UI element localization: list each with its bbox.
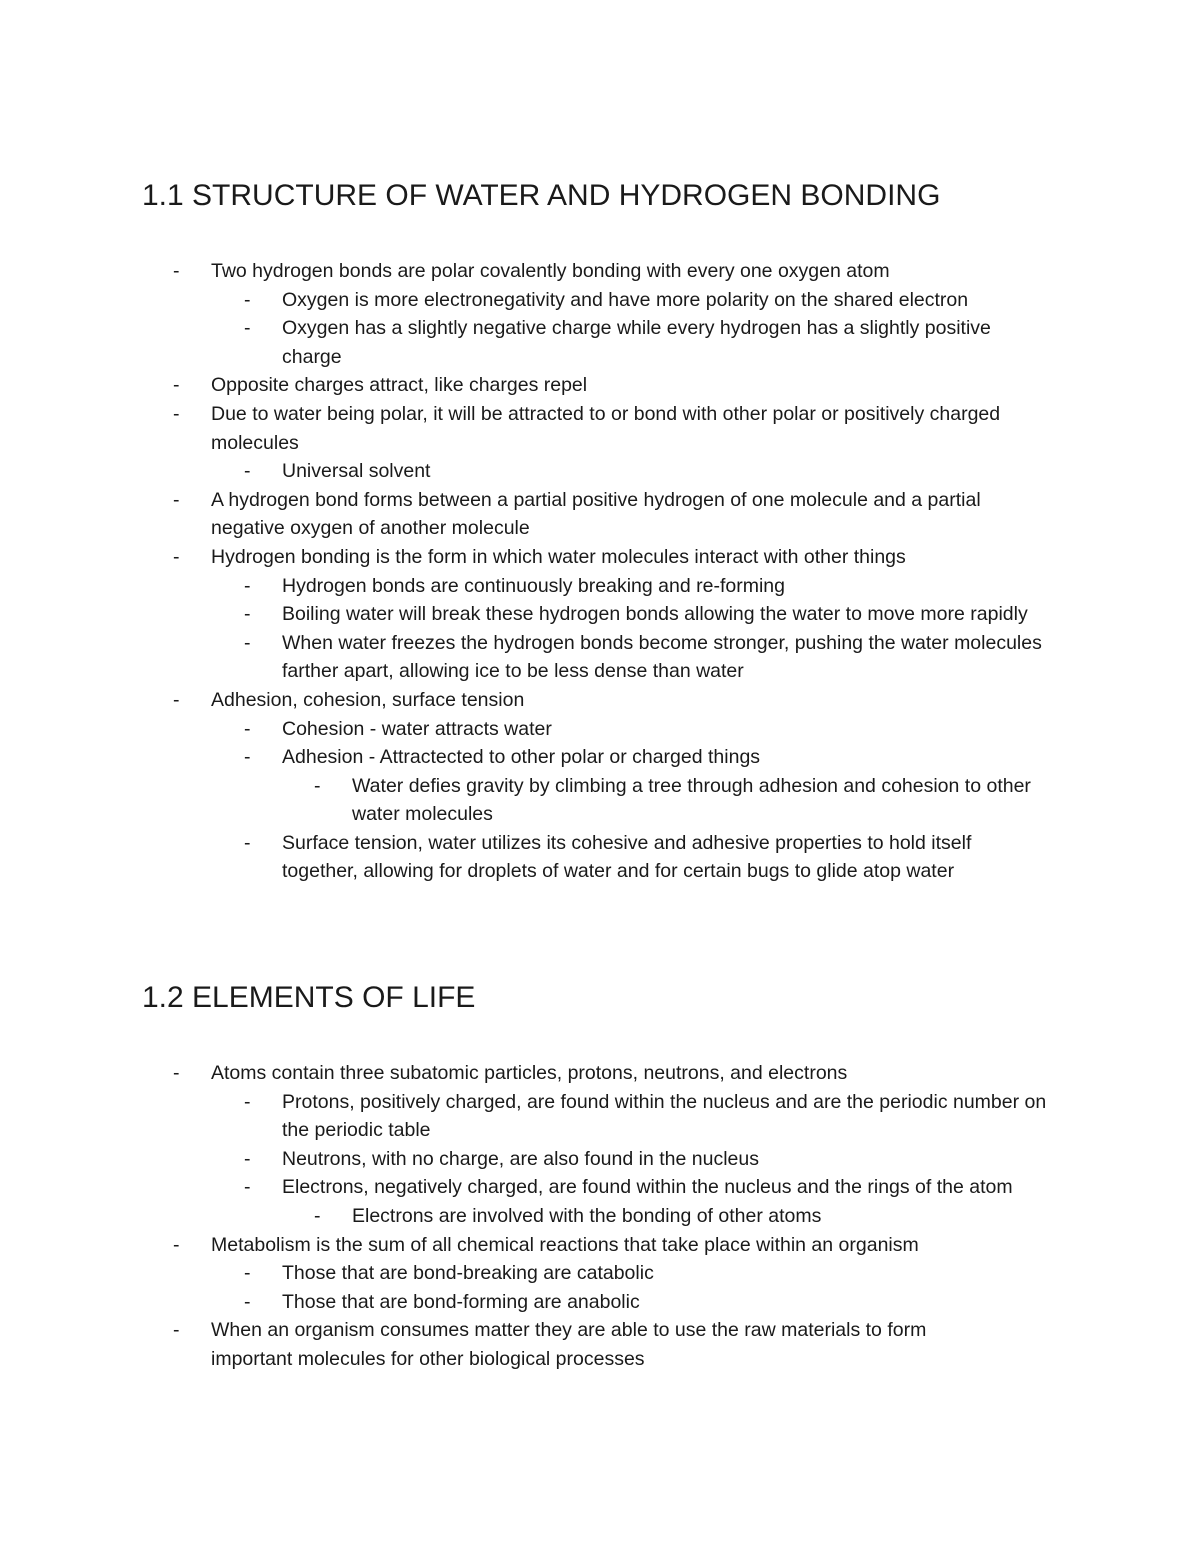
bullet-dash: - (173, 402, 180, 425)
list-item-text: Those that are bond-forming are anabolic (282, 1290, 640, 1313)
list-item (0, 286, 1052, 315)
list-item-text: Atoms contain three subatomic particles, protons, neutrons, and electrons (211, 1062, 848, 1084)
list-item-text: Oxygen has a slightly negative charge while every hydrogen has a slightly positive charge (282, 317, 991, 368)
list-item (0, 314, 1052, 371)
list-item-text: Metabolism is the sum of all chemical reactions that take place within an organism (211, 1233, 919, 1256)
bullet-dash: - (244, 1147, 251, 1170)
list-item (0, 543, 1011, 572)
list-item (0, 1288, 1052, 1317)
list-item (0, 686, 1011, 715)
list-item (0, 600, 1052, 629)
bullet-dash: - (173, 1319, 180, 1342)
list-item-text: Neutrons, with no charge, are also found in the nucleus (282, 1147, 759, 1170)
list-item-text: Two hydrogen bonds are polar covalently bonding with every one oxygen atom (211, 260, 890, 282)
list-item (0, 1059, 1011, 1088)
list-item-text: Electrons are involved with the bonding of other atoms (352, 1204, 822, 1227)
bullet-dash: - (244, 1290, 251, 1313)
bullet-dash: - (173, 545, 180, 568)
bullet-dash: - (244, 1262, 251, 1285)
list-item (0, 772, 1052, 829)
list-item (0, 1231, 1011, 1260)
list-item (0, 371, 1011, 400)
list-item-text: Cohesion - water attracts water (282, 717, 552, 740)
list-item-text: When an organism consumes matter they are able to use the raw materials to form important molecules for other biological processes (211, 1319, 927, 1370)
bullet-dash: - (244, 831, 251, 854)
list-item-text: Universal solvent (282, 460, 431, 483)
bullet-dash: - (244, 1176, 251, 1199)
list-item-text: Hydrogen bonding is the form in which water molecules interact with other things (211, 545, 906, 568)
bullet-dash: - (173, 1062, 180, 1084)
section-title-structure-of-water: 1.1 STRUCTURE OF WATER AND HYDROGEN BONDING (142, 179, 941, 212)
list-item-text: A hydrogen bond forms between a partial positive hydrogen of one molecule and a partial negative oxygen of another molecule (211, 488, 981, 540)
bullet-dash: - (173, 488, 180, 511)
list-item (0, 1145, 1052, 1174)
bullet-dash: - (244, 603, 251, 626)
list-item-text: Due to water being polar, it will be attracted to or bond with other polar or positively charged molecules (211, 402, 1001, 454)
list-item-text: Opposite charges attract, like charges repel (211, 374, 588, 397)
bullet-dash: - (314, 1204, 321, 1227)
bullet-dash: - (173, 374, 180, 397)
bullet-dash: - (173, 260, 180, 282)
list-item (0, 829, 1052, 886)
list-item-text: Electrons, negatively charged, are found within the nucleus and the rings of the atom (282, 1176, 1013, 1199)
list-item-text: Adhesion, cohesion, surface tension (211, 688, 525, 711)
list-item (0, 572, 1052, 601)
list-item (0, 1173, 1052, 1202)
list-item (0, 400, 1011, 457)
list-item-text: Surface tension, water utilizes its cohesive and adhesive properties to hold itself together, allowing for droplets of water and for certain bugs to glide atop water (282, 831, 972, 883)
list-item (0, 1316, 1011, 1373)
bullet-list-structure-of-water (0, 257, 1200, 886)
list-item (0, 1202, 1052, 1231)
list-item (0, 1259, 1052, 1288)
bullet-dash: - (244, 288, 251, 311)
bullet-dash: - (314, 774, 321, 797)
bullet-list-elements-of-life (0, 1059, 1200, 1374)
list-item-text: Hydrogen bonds are continuously breaking and re-forming (282, 574, 785, 597)
bullet-dash: - (173, 1233, 180, 1256)
bullet-dash: - (244, 631, 251, 654)
list-item (0, 486, 1011, 543)
bullet-dash: - (244, 1090, 251, 1113)
section-title-elements-of-life: 1.2 ELEMENTS OF LIFE (142, 981, 476, 1014)
bullet-dash: - (244, 717, 251, 740)
bullet-dash: - (244, 460, 251, 483)
list-item (0, 743, 1052, 772)
list-item-text: Those that are bond-breaking are catabolic (282, 1262, 654, 1285)
list-item-text: Adhesion - Attractected to other polar or charged things (282, 746, 761, 769)
bullet-dash: - (173, 688, 180, 711)
bullet-dash: - (244, 317, 251, 340)
list-item (0, 715, 1052, 744)
list-item-text: Boiling water will break these hydrogen bonds allowing the water to move more rapidly (282, 603, 1028, 626)
list-item (0, 257, 1011, 286)
list-item (0, 457, 1052, 486)
list-item-text: Protons, positively charged, are found within the nucleus and are the periodic number on the periodic table (282, 1090, 1047, 1142)
list-item-text: Water defies gravity by climbing a tree through adhesion and cohesion to other water molecules (352, 774, 1031, 826)
list-item-text: Oxygen is more electronegativity and have more polarity on the shared electron (282, 288, 969, 311)
bullet-dash: - (244, 574, 251, 597)
bullet-dash: - (244, 746, 251, 769)
list-item (0, 1088, 1052, 1145)
list-item-text: When water freezes the hydrogen bonds become stronger, pushing the water molecules farther apart, allowing ice to be less dense than water (282, 631, 1042, 683)
list-item (0, 629, 1052, 686)
